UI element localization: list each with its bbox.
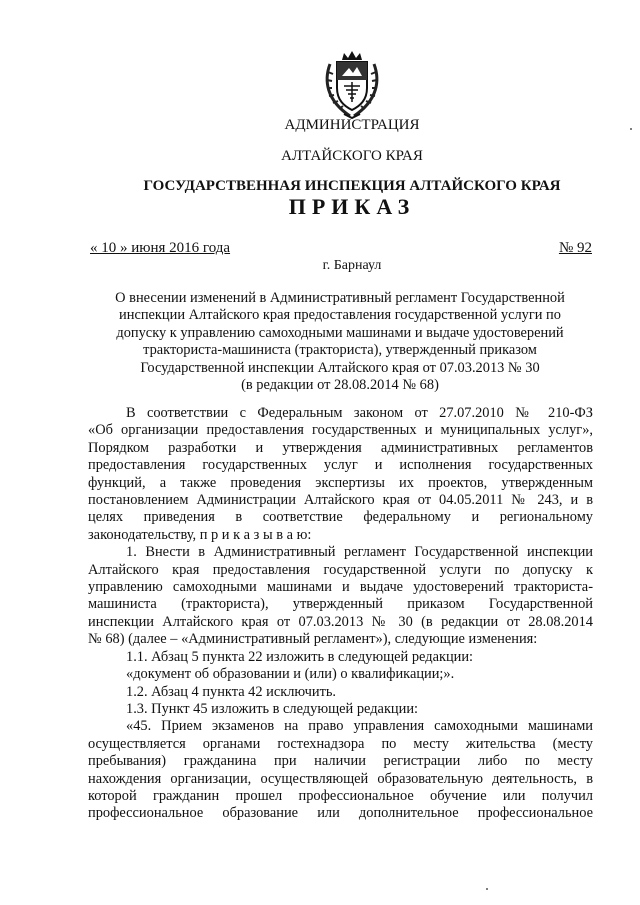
title-line: тракториста-машиниста (тракториста), утвержденный приказом bbox=[143, 342, 537, 359]
document-number: № 92 bbox=[558, 240, 592, 256]
body-line: 1. Внести в Административный регламент Государственной инспекции bbox=[126, 544, 593, 561]
body-line: 1.1. Абзац 5 пункта 22 изложить в следующей редакции: bbox=[126, 648, 474, 665]
title-line: Государственной инспекции Алтайского края от 07.03.2013 № 30 bbox=[140, 359, 540, 376]
body-line: 1.3. Пункт 45 изложить в следующей редакции: bbox=[126, 700, 419, 717]
body-line: функций, а также проведения экспертизы их проектов, утвержденным bbox=[88, 474, 593, 491]
body-line: целях приведения в соответствие федеральному и региональному bbox=[88, 509, 593, 526]
inspection-name: ГОСУДАРСТВЕННАЯ ИНСПЕКЦИЯ АЛТАЙСКОГО КРАЯ bbox=[143, 178, 561, 194]
body-line: которой гражданин прошел профессиональное обучение или получил bbox=[88, 787, 593, 804]
body-line: инспекции Алтайского края от 07.03.2013 № 30 (в редакции от 28.08.2014 bbox=[88, 613, 593, 630]
body-line: предоставления государственных услуг и исполнения государственных bbox=[88, 457, 593, 474]
body-line: Порядком разработки и утверждения административных регламентов bbox=[88, 439, 593, 456]
title-line: (в редакции от 28.08.2014 № 68) bbox=[241, 377, 439, 394]
body-line: пребывания) гражданина при наличии регистрации либо по месту bbox=[88, 753, 593, 770]
body-line: законодательству, п р и к а з ы в а ю: bbox=[88, 526, 312, 543]
coat-of-arms-icon bbox=[322, 50, 382, 120]
scan-speck bbox=[630, 128, 632, 130]
body-line: «45. Прием экзаменов на право управления самоходными машинами bbox=[126, 718, 593, 735]
body-line: 1.2. Абзац 4 пункта 42 исключить. bbox=[126, 683, 337, 700]
body-line: В соответствии с Федеральным законом от 27.07.2010 № 210-ФЗ bbox=[126, 405, 593, 421]
body-line: № 68) (далее – «Административный регламент»), следующие изменения: bbox=[88, 631, 538, 648]
title-line: допуску к управлению самоходными машинами и выдаче удостоверений bbox=[116, 324, 564, 341]
document-date: « 10 » июня 2016 года bbox=[90, 240, 231, 256]
document-city: г. Барнаул bbox=[322, 258, 382, 273]
body-line: «Об организации предоставления государственных и муниципальных услуг», bbox=[88, 422, 593, 439]
scan-speck bbox=[486, 888, 488, 890]
document-title bbox=[88, 290, 592, 394]
body-line: постановлением Администрации Алтайского края от 04.05.2011 № 243, и в bbox=[88, 492, 593, 509]
org-name-line1: АДМИНИСТРАЦИЯ bbox=[284, 117, 420, 133]
org-name-line2: АЛТАЙСКОГО КРАЯ bbox=[281, 148, 423, 164]
body-line: управлению самоходными машинами и выдаче удостоверений тракториста- bbox=[88, 579, 593, 596]
document-type: ПРИКАЗ bbox=[288, 194, 416, 219]
body-line: профессиональное образование или дополнительное профессиональное bbox=[88, 805, 593, 822]
body-line: «документ об образовании и (или) о квалификации;». bbox=[126, 666, 455, 683]
document-body bbox=[88, 405, 593, 823]
title-line: О внесении изменений в Административный регламент Государственной bbox=[115, 290, 565, 306]
body-line: нахождения организации, осуществляющей образовательную деятельность, в bbox=[88, 770, 593, 787]
body-line: машиниста (тракториста), утвержденный приказом Государственной bbox=[88, 596, 593, 613]
body-line: Алтайского края предоставления государственной услуги по допуску к bbox=[88, 561, 593, 578]
title-line: инспекции Алтайского края предоставления государственной услуги по bbox=[119, 307, 561, 324]
body-line: осуществляется органами гостехнадзора по месту жительства (месту bbox=[88, 735, 593, 752]
